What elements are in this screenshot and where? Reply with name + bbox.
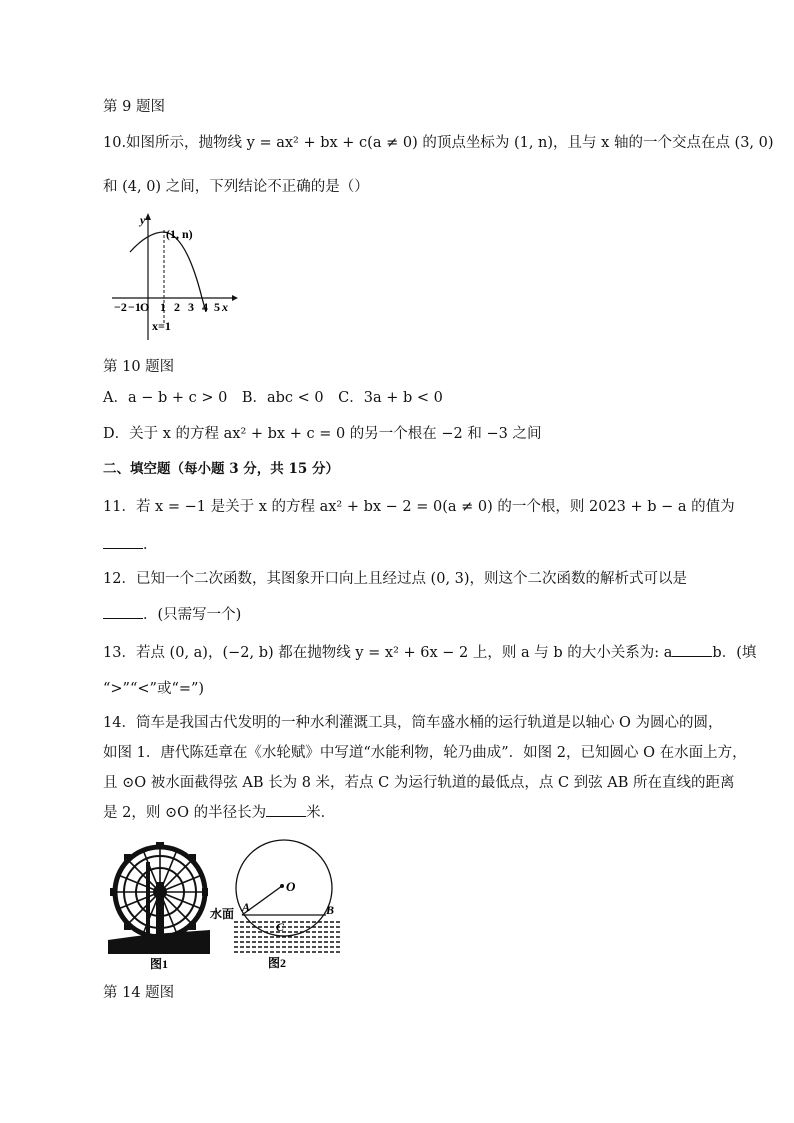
q13-line2: “>”“<”或“=”): [103, 681, 205, 697]
x-axis-arrow-icon: [232, 295, 238, 301]
x-tick-labels: [114, 300, 220, 314]
q14-line4-tail: 米．: [306, 805, 336, 821]
axis-line-label: x=1: [152, 319, 171, 333]
q14-figure2-circle: [208, 838, 348, 972]
q11-line2: [103, 534, 158, 556]
q11-line2-tail: ．: [143, 537, 158, 553]
section2-heading: 二、填空题（每小题 3 分，共 15 分）: [103, 461, 339, 477]
fig9-caption: 第 9 题图: [103, 99, 165, 115]
q12-line2-tail: ．(只需写一个): [143, 607, 242, 623]
q10-line2: 和 (4, 0) 之间，下列结论不正确的是（）: [103, 179, 369, 195]
q11-line1: 11．若 x = −1 是关于 x 的方程 ax² + bx − 2 = 0(a ≠ 0) 的一个根，则 2023 + b − a 的值为: [103, 499, 735, 515]
q13-answer-blank[interactable]: [672, 642, 712, 657]
tick-label: 3: [188, 300, 194, 314]
q12-line2: [103, 604, 241, 626]
q12-line1: 12．已知一个二次函数，其图象开口向上且经过点 (0, 3)，则这个二次函数的解析式可以是: [103, 571, 688, 587]
fig2-label: 图2: [268, 956, 287, 970]
tick-label: −1: [128, 300, 141, 314]
q13-line1: [103, 642, 756, 664]
q10-option-d: D．关于 x 的方程 ax² + bx + c = 0 的另一个根在 −2 和 −3 之间: [103, 426, 542, 442]
q10-options-abc: A．a − b + c > 0 B．abc < 0 C．3a + b < 0: [103, 390, 443, 406]
label-a: A: [242, 900, 251, 914]
fig1-label: 图1: [150, 957, 169, 970]
tick-label: −2: [114, 300, 127, 314]
tick-label: 1: [160, 300, 166, 314]
q14-answer-blank[interactable]: [266, 802, 306, 817]
tick-label: O: [140, 300, 150, 314]
q14-line2: 如图 1．唐代陈廷章在《水轮赋》中写道“水能利物，轮乃曲成”．如图 2，已知圆心 O 在水面上方，: [103, 745, 747, 761]
q12-answer-blank[interactable]: [103, 604, 143, 619]
y-axis-arrow-icon: [145, 213, 151, 220]
q10-line1: 10.如图所示，抛物线 y = ax² + bx + c(a ≠ 0) 的顶点坐标为 (1, n)，且与 x 轴的一个交点在点 (3, 0): [103, 135, 774, 151]
q11-answer-blank[interactable]: [103, 534, 143, 549]
water-hatching: [234, 922, 340, 952]
q14-figure1-waterwheel: [106, 842, 210, 970]
label-o: O: [286, 879, 296, 894]
q13-line1-tail: b．(填: [712, 645, 757, 661]
q14-line1: 14．筒车是我国古代发明的一种水利灌溉工具，筒车盛水桶的运行轨道是以轴心 O 为圆心的圆，: [103, 715, 723, 731]
q14-line4: [103, 802, 335, 824]
q13-line1-head: 13．若点 (0, a)，(−2, b) 都在抛物线 y = x² + 6x − 2 上，则 a 与 b 的大小关系为: a: [103, 645, 673, 661]
tick-label: 2: [174, 300, 180, 314]
center-dot: [280, 884, 284, 888]
q14-line4-head: 是 2，则 ⊙O 的半径长为: [103, 805, 267, 821]
tick-label: 4: [202, 300, 208, 314]
label-water: 水面: [210, 907, 235, 921]
x-axis-label: x: [222, 300, 228, 314]
y-axis-label: y: [140, 213, 146, 227]
vertex-label: (1, n): [166, 227, 193, 241]
label-c: C: [276, 920, 285, 934]
q10-caption: 第 10 题图: [103, 359, 175, 375]
q10-parabola-graph: [108, 212, 248, 342]
q14-line3: 且 ⊙O 被水面截得弦 AB 长为 8 米，若点 C 为运行轨道的最低点，点 C 到弦 AB 所在直线的距离: [103, 775, 735, 791]
label-b: B: [326, 903, 335, 917]
q14-caption: 第 14 题图: [103, 985, 175, 1001]
tick-label: 5: [214, 300, 220, 314]
